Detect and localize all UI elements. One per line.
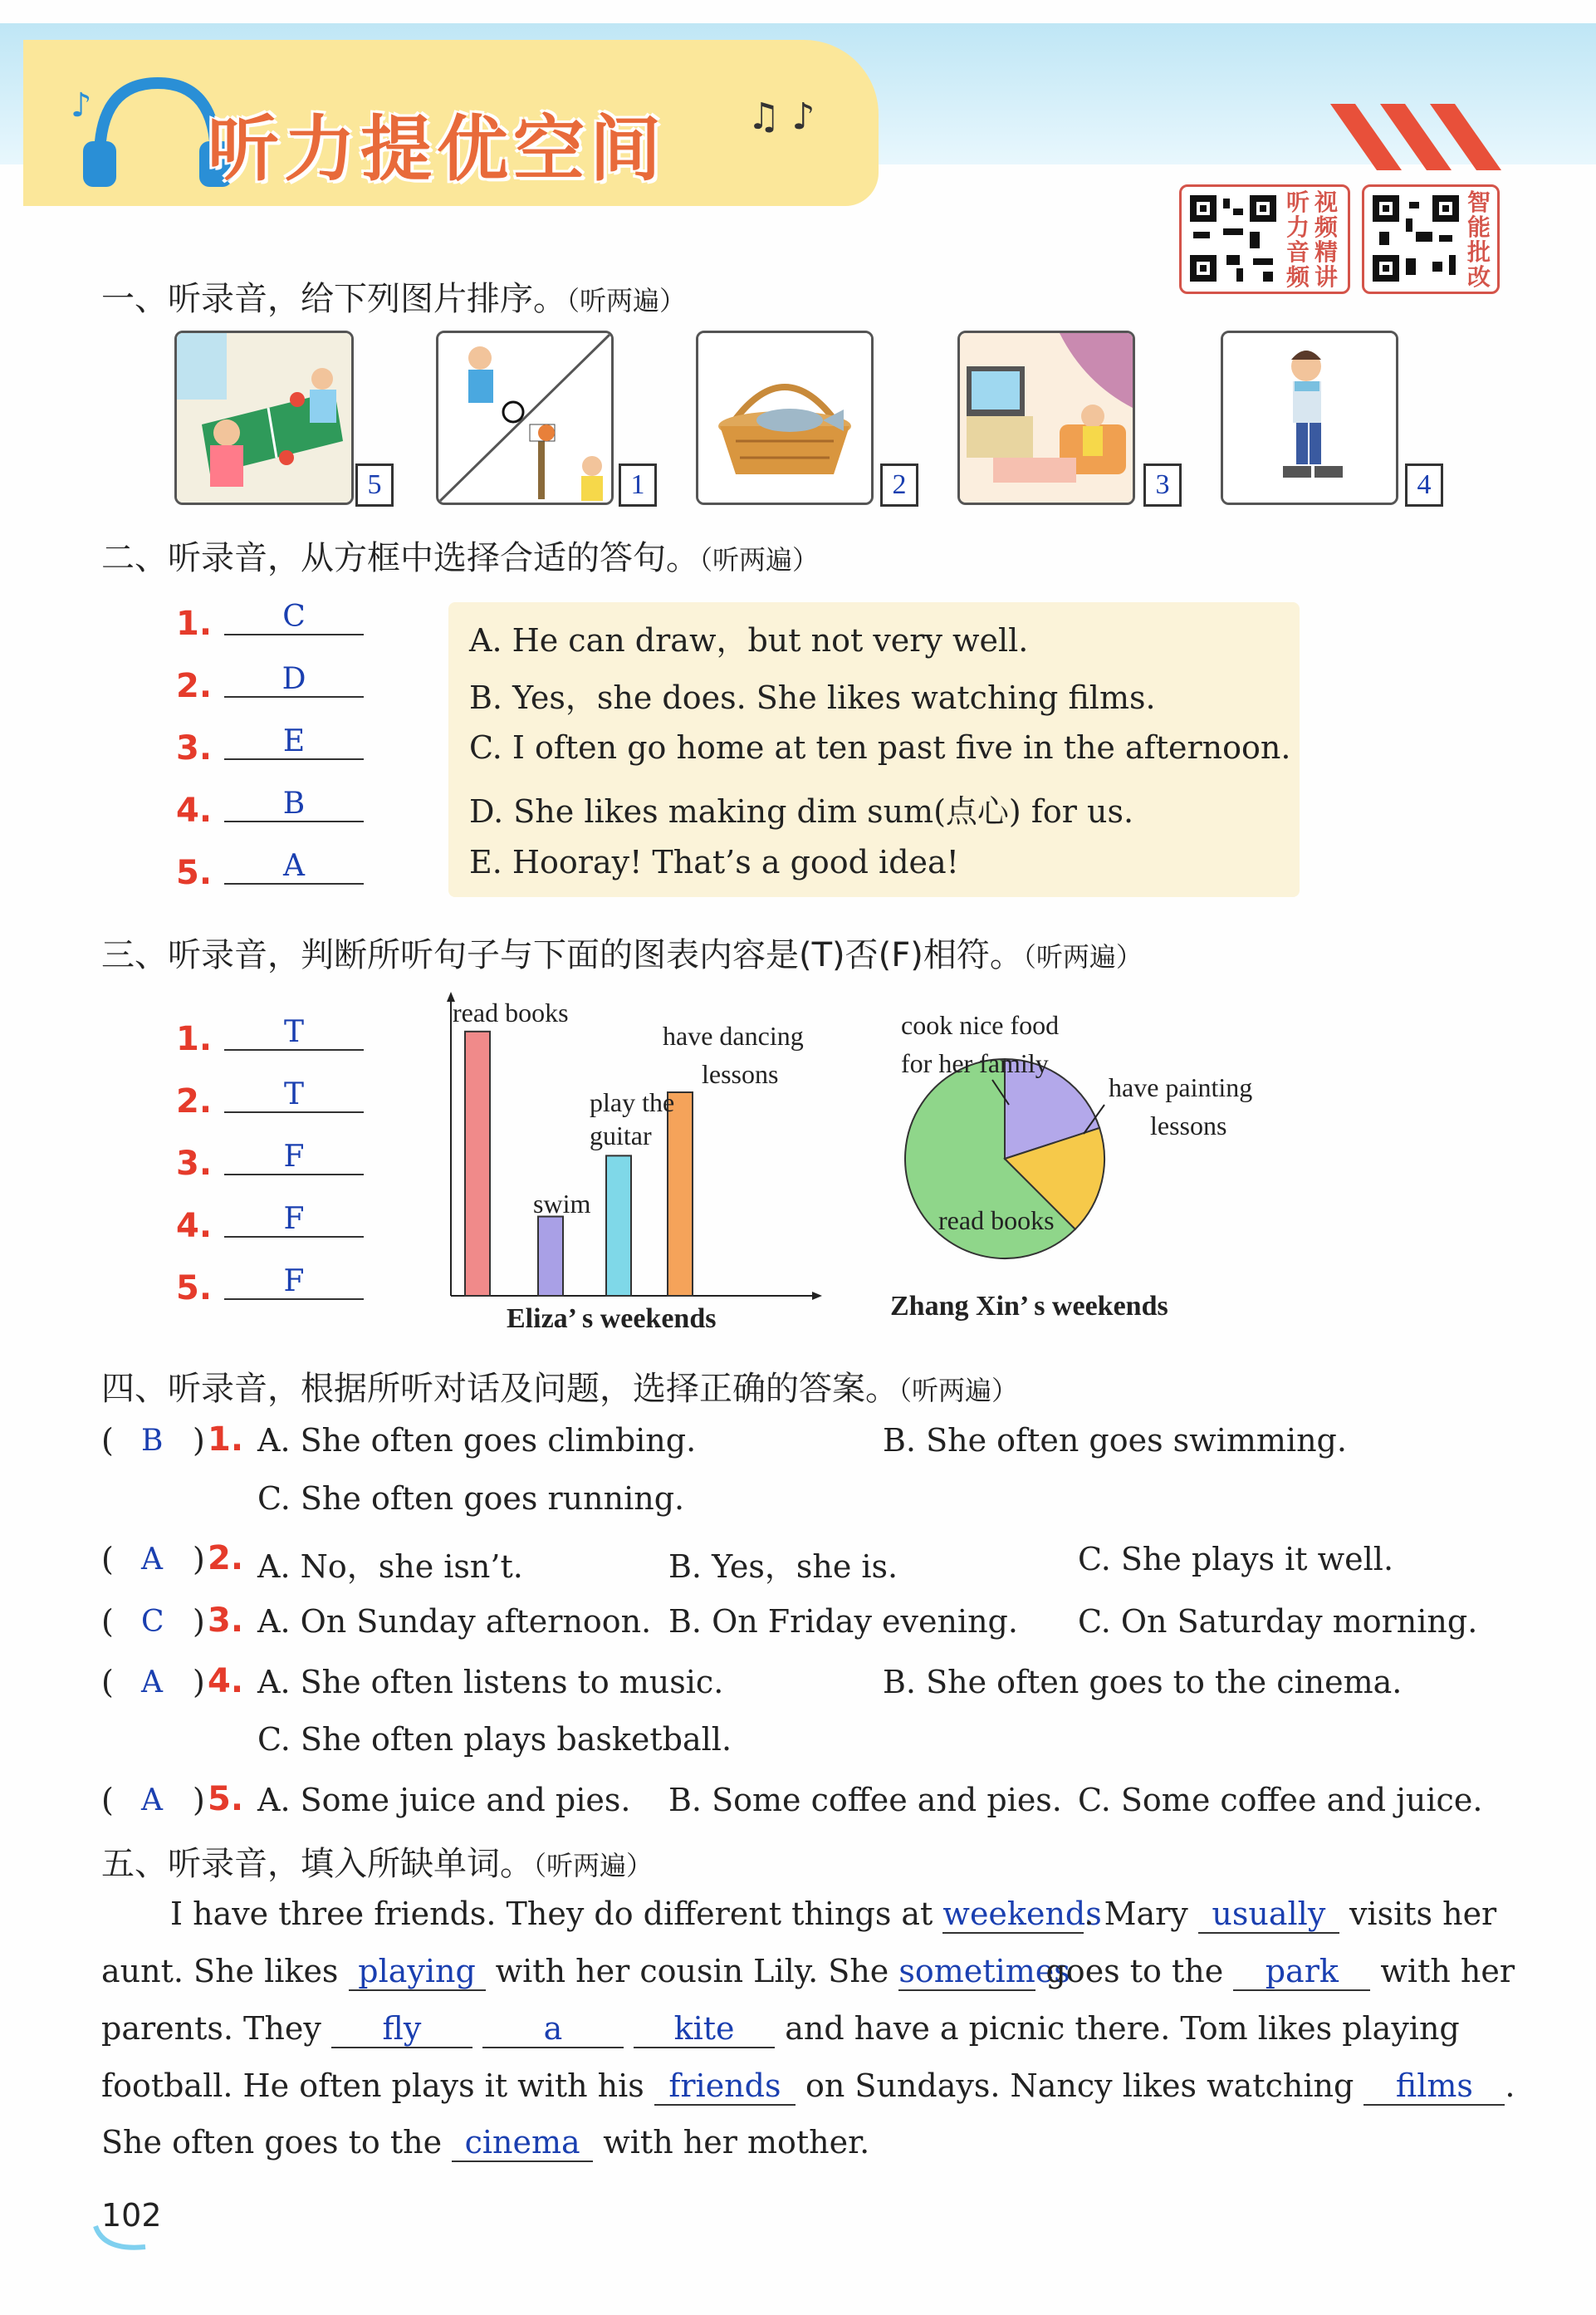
pie-label-cook (901, 1010, 1059, 1078)
cloze-text: . Mary (1084, 1896, 1188, 1932)
cloze-text: goes to the (1045, 1953, 1224, 1989)
option-a: A. On Sunday afternoon. (257, 1603, 652, 1640)
x-axis-arrow (812, 1292, 822, 1300)
answer-blank[interactable]: T (224, 1015, 364, 1051)
option-a: A. She often listens to music. (257, 1664, 724, 1700)
cloze-text: I have three friends. They do different things at (170, 1896, 933, 1932)
question-number: 4. (208, 1662, 244, 1700)
section-2-note: （听两遍） (699, 544, 820, 576)
bar-label-guitar-text-2: guitar (590, 1121, 652, 1150)
cloze-text: with her cousin Lily. She (495, 1953, 889, 1989)
qr-card-video[interactable] (1179, 184, 1350, 294)
question-number: 1. (208, 1420, 244, 1459)
answer-blank[interactable]: E (224, 724, 364, 760)
qr-label-1: 听力音频 (1286, 189, 1310, 291)
cloze-blank[interactable]: park (1233, 1953, 1370, 1991)
section-1-title (101, 272, 686, 320)
section-2-title (101, 532, 819, 579)
svg-text:♪: ♪ (71, 86, 92, 125)
picture-football-basketball (436, 331, 614, 505)
answer-blank[interactable]: F (224, 1140, 364, 1175)
table-tennis-icon (177, 333, 351, 503)
qr-label-2: 视频精讲 (1314, 189, 1339, 291)
option-text: B. Yes，she does. She likes watching films. (469, 679, 1156, 716)
music-note-icon: ♫ ♪ (747, 96, 815, 138)
order-answer-3[interactable]: 2 (880, 463, 918, 507)
option-c: C. Some coffee and juice. (1078, 1782, 1483, 1818)
order-answer-2[interactable]: 1 (619, 463, 657, 507)
option-c: C. She often goes running. (257, 1480, 685, 1517)
order-answer-1[interactable]: 5 (355, 463, 394, 507)
section-5-title (101, 1837, 653, 1885)
bar-label-dancing-text-2: lessons (702, 1059, 779, 1089)
question-number: 3. (208, 1601, 244, 1640)
paren-close: ) (193, 1541, 205, 1577)
cloze-text: . (1505, 2067, 1515, 2104)
pie-label-cook-text-2: for her family (901, 1048, 1049, 1078)
option-text: E. Hooray! That’s a good idea! (469, 844, 959, 880)
answer-blank[interactable]: T (224, 1077, 364, 1113)
pie-label-painting (1109, 1072, 1252, 1140)
bar-label-swim: swim (533, 1189, 591, 1219)
answer-blank[interactable]: C (224, 600, 364, 635)
question-number: 4. (176, 1207, 213, 1245)
page-title: 听力提优空间 (208, 107, 666, 191)
paren-open: ( (101, 1541, 114, 1577)
paren-close: ) (193, 1782, 205, 1818)
question-number: 4. (176, 792, 213, 830)
pie-chart-title: Zhang Xin’ s weekends (890, 1291, 1168, 1322)
cloze-line-1 (170, 1896, 1496, 1934)
page-number-swoosh (87, 2193, 162, 2255)
tv-room-icon (960, 333, 1133, 503)
option-text: A. He can draw，but not very well. (469, 622, 1029, 659)
sports-icon (438, 333, 611, 503)
option-text: C. I often go home at ten past five in the afternoon. (469, 729, 1291, 766)
pie-label-cook-text: cook nice food (901, 1010, 1060, 1040)
cloze-text: parents. They (101, 2010, 321, 2047)
question-number: 5. (176, 1269, 213, 1307)
cloze-text: visits her (1349, 1896, 1497, 1932)
cloze-blank[interactable]: usually (1198, 1896, 1339, 1934)
bar-label-guitar-text: play the (590, 1087, 675, 1117)
question-number: 3. (176, 729, 213, 768)
mc-answer[interactable]: A (141, 1543, 163, 1577)
option-b: B. She often goes swimming. (883, 1422, 1347, 1459)
pie-label-painting-text: have painting (1109, 1072, 1253, 1102)
paren-open: ( (101, 1782, 114, 1818)
question-number: 2. (176, 1082, 213, 1121)
paren-close: ) (193, 1603, 205, 1640)
cloze-text: She often goes to the (101, 2124, 443, 2161)
mc-answer[interactable]: A (141, 1665, 163, 1699)
cloze-blank[interactable]: playing (349, 1953, 486, 1991)
cloze-blank[interactable]: weekends (942, 1896, 1102, 1932)
cloze-line-2 (101, 1953, 1515, 1991)
cloze-line-3 (101, 2010, 1460, 2048)
section-1-note: （听两遍） (566, 285, 687, 316)
paren-open: ( (101, 1422, 114, 1459)
cloze-text: with her (1380, 1953, 1515, 1989)
answer-blank[interactable]: F (224, 1202, 364, 1238)
skating-icon (1223, 333, 1396, 503)
picture-skating (1221, 331, 1398, 505)
cloze-text: aunt. She likes (101, 1953, 339, 1989)
question-number: 1. (176, 1020, 213, 1058)
paren-open: ( (101, 1664, 114, 1700)
cloze-line-5 (101, 2124, 869, 2162)
order-answer-5[interactable]: 4 (1405, 463, 1443, 507)
question-number: 5. (208, 1780, 244, 1818)
cloze-blank[interactable]: a (482, 2010, 624, 2048)
section-3-note: （听两遍） (1022, 941, 1143, 973)
cloze-blank[interactable]: sometimes (898, 1953, 1070, 1989)
cloze-blank[interactable]: friends (654, 2067, 796, 2106)
cloze-blank[interactable]: cinema (452, 2124, 593, 2162)
fish-basket-icon (698, 333, 871, 503)
section-1-text: 一、听录音，给下列图片排序。 (101, 280, 566, 318)
mc-answer[interactable]: C (141, 1605, 164, 1639)
option-c: C. On Saturday morning. (1078, 1603, 1478, 1640)
question-number: 2. (208, 1539, 244, 1577)
bar-label-read-books: read books (453, 998, 569, 1028)
answer-blank[interactable]: D (224, 662, 364, 698)
paren-close: ) (193, 1422, 205, 1459)
picture-watching-tv (957, 331, 1135, 505)
bar-have-dancing-lessons (668, 1092, 693, 1296)
cloze-blank[interactable]: fly (331, 2010, 472, 2048)
page-number: 102 (101, 2197, 162, 2234)
section-3-title (101, 929, 1143, 976)
order-answer-4[interactable]: 3 (1143, 463, 1182, 507)
answer-blank[interactable]: A (224, 849, 364, 885)
pie-label-painting-text-2: lessons (1150, 1111, 1227, 1140)
section-5-text: 五、听录音，填入所缺单词。 (101, 1845, 533, 1883)
option-a: A. She often goes climbing. (257, 1422, 697, 1459)
option-b: B. Some coffee and pies. (668, 1782, 1062, 1818)
qr-card-grading[interactable] (1362, 184, 1500, 294)
mc-answer[interactable]: B (141, 1424, 164, 1458)
option-b: B. She often goes to the cinema. (883, 1664, 1403, 1700)
question-number: 1. (176, 605, 213, 643)
option-b: B. On Friday evening. (668, 1603, 1018, 1640)
cloze-text: and have a picnic there. Tom likes playing (785, 2010, 1460, 2047)
bar-play-the-guitar (606, 1155, 631, 1296)
section-4-title (101, 1362, 1018, 1410)
section-5-note: （听两遍） (533, 1850, 654, 1881)
qr-code-icon (1369, 192, 1462, 285)
option-a: A. No，she isn’t. (257, 1548, 523, 1585)
bar-read-books (465, 1032, 490, 1296)
question-number: 5. (176, 854, 213, 892)
cloze-text: football. He often plays it with his (101, 2067, 644, 2104)
bar-label-guitar (590, 1087, 674, 1150)
mc-answer[interactable]: A (141, 1783, 163, 1817)
option-c: C. She plays it well. (1078, 1541, 1394, 1577)
bar-chart-eliza (432, 988, 830, 1346)
cloze-blank[interactable]: kite (634, 2010, 775, 2048)
cloze-line-4 (101, 2067, 1515, 2106)
answer-blank[interactable]: B (224, 787, 364, 822)
picture-basket-fish (696, 331, 874, 505)
bar-swim (538, 1217, 563, 1296)
pie-label-read-books: read books (938, 1205, 1055, 1235)
qr-code-icon (1187, 192, 1280, 285)
cloze-text: with her mother. (603, 2124, 870, 2161)
bar-label-dancing (663, 1021, 804, 1089)
option-b: B. Yes，she is. (668, 1548, 898, 1585)
answer-blank[interactable]: F (224, 1264, 364, 1300)
pie-chart-zhangxin (880, 988, 1312, 1346)
section-2-text: 二、听录音，从方框中选择合适的答句。 (101, 539, 699, 577)
picture-table-tennis (174, 331, 354, 505)
section-4-text: 四、听录音，根据所听对话及问题，选择正确的答案。 (101, 1370, 898, 1408)
option-a: A. Some juice and pies. (257, 1782, 631, 1818)
question-number: 2. (176, 667, 213, 705)
paren-open: ( (101, 1603, 114, 1640)
section-3-text: 三、听录音，判断所听句子与下面的图表内容是(T)否(F)相符。 (101, 936, 1023, 974)
option-c: C. She often plays basketball. (257, 1721, 732, 1758)
section-4-note: （听两遍） (898, 1375, 1019, 1406)
question-number: 3. (176, 1145, 213, 1183)
bar-chart-title: Eliza’ s weekends (507, 1303, 717, 1334)
option-text: D. She likes making dim sum(点心) for us. (469, 793, 1134, 830)
cloze-text: on Sundays. Nancy likes watching (805, 2067, 1354, 2104)
qr-label-3: 智能批改 (1467, 189, 1491, 291)
cloze-blank[interactable]: films (1363, 2067, 1505, 2106)
paren-close: ) (193, 1664, 205, 1700)
bar-label-dancing-text: have dancing (663, 1021, 804, 1051)
